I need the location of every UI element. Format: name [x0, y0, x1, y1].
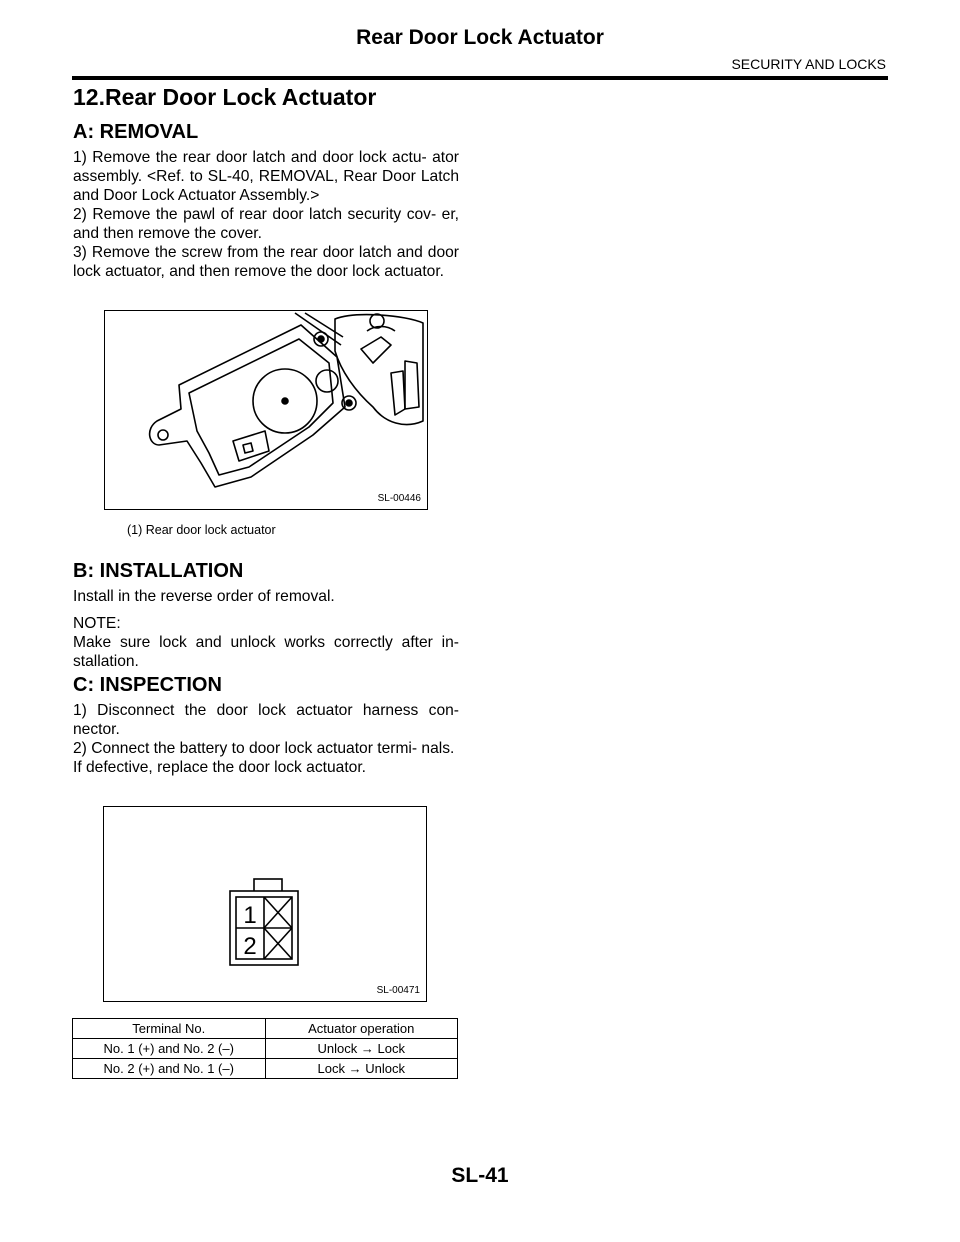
table-header-row [73, 1019, 458, 1039]
installation-text: Install in the reverse order of removal. [73, 588, 335, 605]
table-cell: No. 2 (+) and No. 1 (–) [73, 1059, 266, 1079]
inspection-heading: C: INSPECTION [73, 674, 222, 696]
inspection-step-1: 1) Disconnect the door lock actuator harness con- nector. [73, 702, 459, 738]
figure-connector [103, 806, 427, 1002]
page-header-title: Rear Door Lock Actuator [356, 26, 604, 49]
removal-step-2: 2) Remove the pawl of rear door latch security cov- er, and then remove the cover. [73, 206, 459, 242]
table-row [73, 1039, 458, 1059]
table-cell: Unlock → Lock [265, 1039, 458, 1059]
section-label: SECURITY AND LOCKS [731, 56, 886, 72]
table-row [73, 1059, 458, 1079]
note-label: NOTE: [73, 615, 121, 632]
note-text: Make sure lock and unlock works correctly after in- stallation. [73, 634, 459, 670]
table-header: Actuator operation [265, 1019, 458, 1039]
removal-heading: A: REMOVAL [73, 121, 199, 143]
installation-heading: B: INSTALLATION [73, 560, 244, 582]
terminal-operation-table [72, 1018, 458, 1079]
figure-id: SL-00471 [376, 985, 420, 996]
inspection-step-3: If defective, replace the door lock actuator. [73, 759, 366, 776]
table-cell: No. 1 (+) and No. 2 (–) [73, 1039, 266, 1059]
table-header: Terminal No. [73, 1019, 266, 1039]
inspection-step-2: 2) Connect the battery to door lock actuator termi- nals. [73, 740, 455, 757]
actuator-illustration [105, 311, 427, 509]
figure-id: SL-00446 [377, 493, 421, 504]
connector-illustration [104, 807, 426, 1001]
removal-steps [73, 148, 459, 281]
terminal-label-1: 1 [243, 902, 257, 929]
removal-step-3: 3) Remove the screw from the rear door latch and door lock actuator, and then remove the door lock actuator. [73, 244, 459, 280]
installation-note [73, 614, 459, 671]
table-cell: Lock → Unlock [265, 1059, 458, 1079]
figure-actuator-removal [104, 310, 428, 510]
header-rule [72, 76, 888, 80]
inspection-steps [73, 701, 459, 777]
removal-step-1: 1) Remove the rear door latch and door lock actu- ator assembly. <Ref. to SL-40, REMOVAL, Rear Door Latch and Door Lock Actuator Assembly.> [73, 149, 459, 204]
main-title: 12.Rear Door Lock Actuator [73, 84, 377, 110]
figure-caption: (1) Rear door lock actuator [127, 523, 276, 537]
page-number: SL-41 [451, 1164, 509, 1187]
terminal-label-2: 2 [243, 933, 257, 960]
